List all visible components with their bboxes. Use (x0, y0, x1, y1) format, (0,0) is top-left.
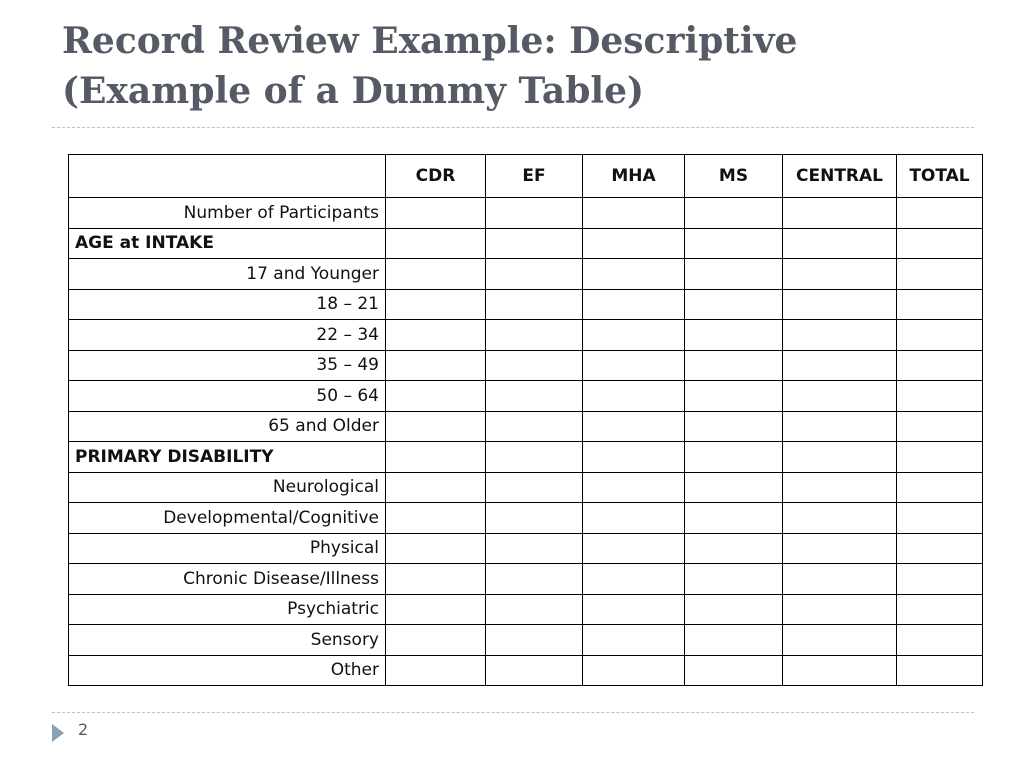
empty-cell (486, 228, 583, 259)
table-row (69, 472, 983, 503)
table-row (69, 411, 983, 442)
empty-cell (486, 472, 583, 503)
empty-cell (783, 381, 897, 412)
empty-cell (783, 320, 897, 351)
empty-cell (386, 289, 486, 320)
empty-cell (386, 228, 486, 259)
row-label: Neurological (69, 472, 386, 503)
header-row (69, 155, 983, 198)
table-row (69, 259, 983, 290)
empty-cell (486, 655, 583, 686)
dummy-table (68, 154, 983, 686)
table-row (69, 594, 983, 625)
empty-cell (685, 228, 783, 259)
empty-cell (783, 564, 897, 595)
empty-cell (685, 564, 783, 595)
row-label: 50 – 64 (69, 381, 386, 412)
empty-cell (897, 625, 983, 656)
empty-cell (685, 259, 783, 290)
table-row (69, 381, 983, 412)
empty-cell (897, 289, 983, 320)
empty-cell (386, 320, 486, 351)
table-body (69, 198, 983, 686)
empty-cell (583, 594, 685, 625)
empty-cell (486, 594, 583, 625)
table-row (69, 289, 983, 320)
section-label: PRIMARY DISABILITY (69, 442, 386, 473)
table-row (69, 503, 983, 534)
empty-cell (783, 350, 897, 381)
empty-cell (897, 533, 983, 564)
empty-cell (583, 564, 685, 595)
empty-cell (386, 198, 486, 229)
empty-cell (386, 564, 486, 595)
table-row (69, 533, 983, 564)
empty-cell (783, 228, 897, 259)
empty-cell (685, 381, 783, 412)
empty-cell (486, 289, 583, 320)
empty-cell (783, 594, 897, 625)
row-label: 35 – 49 (69, 350, 386, 381)
header-cell-cdr: CDR (386, 155, 486, 198)
empty-cell (783, 503, 897, 534)
empty-cell (897, 472, 983, 503)
footer-divider (52, 712, 974, 713)
empty-cell (486, 198, 583, 229)
empty-cell (897, 259, 983, 290)
empty-cell (783, 442, 897, 473)
empty-cell (386, 411, 486, 442)
empty-cell (583, 442, 685, 473)
empty-cell (897, 350, 983, 381)
slide-title-line-1: Record Review Example: Descriptive (62, 20, 798, 62)
slide-title (62, 16, 992, 116)
empty-cell (897, 564, 983, 595)
empty-cell (897, 320, 983, 351)
empty-cell (783, 625, 897, 656)
row-label: Psychiatric (69, 594, 386, 625)
row-label: 22 – 34 (69, 320, 386, 351)
table-row (69, 350, 983, 381)
header-cell-ms: MS (685, 155, 783, 198)
empty-cell (583, 228, 685, 259)
row-label: Number of Participants (69, 198, 386, 229)
empty-cell (783, 289, 897, 320)
empty-cell (583, 350, 685, 381)
empty-cell (583, 533, 685, 564)
empty-cell (685, 198, 783, 229)
empty-cell (685, 320, 783, 351)
empty-cell (897, 594, 983, 625)
table-section-row (69, 228, 983, 259)
empty-cell (897, 228, 983, 259)
table-row (69, 655, 983, 686)
row-label: Chronic Disease/Illness (69, 564, 386, 595)
empty-cell (783, 411, 897, 442)
row-label: Developmental/Cognitive (69, 503, 386, 534)
empty-cell (685, 625, 783, 656)
empty-cell (783, 259, 897, 290)
empty-cell (897, 411, 983, 442)
header-cell-ef: EF (486, 155, 583, 198)
table-row (69, 625, 983, 656)
empty-cell (486, 533, 583, 564)
title-divider (52, 127, 974, 128)
empty-cell (486, 442, 583, 473)
empty-cell (897, 381, 983, 412)
empty-cell (486, 320, 583, 351)
empty-cell (685, 503, 783, 534)
row-label: 17 and Younger (69, 259, 386, 290)
empty-cell (386, 381, 486, 412)
empty-cell (685, 594, 783, 625)
row-label: Sensory (69, 625, 386, 656)
empty-cell (386, 259, 486, 290)
empty-cell (583, 381, 685, 412)
empty-cell (583, 289, 685, 320)
empty-cell (583, 655, 685, 686)
empty-cell (386, 533, 486, 564)
empty-cell (897, 655, 983, 686)
table-row (69, 320, 983, 351)
header-cell-central: CENTRAL (783, 155, 897, 198)
empty-cell (386, 655, 486, 686)
empty-cell (783, 472, 897, 503)
row-label: Physical (69, 533, 386, 564)
header-cell-blank (69, 155, 386, 198)
empty-cell (897, 503, 983, 534)
empty-cell (486, 381, 583, 412)
table-row (69, 564, 983, 595)
empty-cell (386, 442, 486, 473)
empty-cell (386, 594, 486, 625)
empty-cell (685, 289, 783, 320)
row-label: 18 – 21 (69, 289, 386, 320)
empty-cell (386, 503, 486, 534)
empty-cell (486, 564, 583, 595)
empty-cell (685, 533, 783, 564)
empty-cell (897, 442, 983, 473)
empty-cell (783, 655, 897, 686)
empty-cell (486, 625, 583, 656)
empty-cell (386, 625, 486, 656)
empty-cell (897, 198, 983, 229)
slide-title-line-2: (Example of a Dummy Table) (62, 70, 645, 112)
empty-cell (486, 503, 583, 534)
header-cell-total: TOTAL (897, 155, 983, 198)
table-section-row (69, 442, 983, 473)
triangle-right-icon (52, 724, 64, 742)
empty-cell (783, 198, 897, 229)
empty-cell (486, 259, 583, 290)
empty-cell (386, 350, 486, 381)
table-row (69, 198, 983, 229)
empty-cell (685, 472, 783, 503)
empty-cell (583, 198, 685, 229)
table-header (69, 155, 983, 198)
empty-cell (685, 655, 783, 686)
empty-cell (583, 503, 685, 534)
empty-cell (583, 411, 685, 442)
row-label: 65 and Older (69, 411, 386, 442)
empty-cell (685, 411, 783, 442)
empty-cell (486, 411, 583, 442)
empty-cell (486, 350, 583, 381)
empty-cell (583, 259, 685, 290)
empty-cell (583, 320, 685, 351)
page-number: 2 (78, 720, 89, 739)
empty-cell (583, 472, 685, 503)
row-label: Other (69, 655, 386, 686)
empty-cell (583, 625, 685, 656)
header-cell-mha: MHA (583, 155, 685, 198)
section-label: AGE at INTAKE (69, 228, 386, 259)
empty-cell (685, 442, 783, 473)
empty-cell (685, 350, 783, 381)
empty-cell (386, 472, 486, 503)
empty-cell (783, 533, 897, 564)
